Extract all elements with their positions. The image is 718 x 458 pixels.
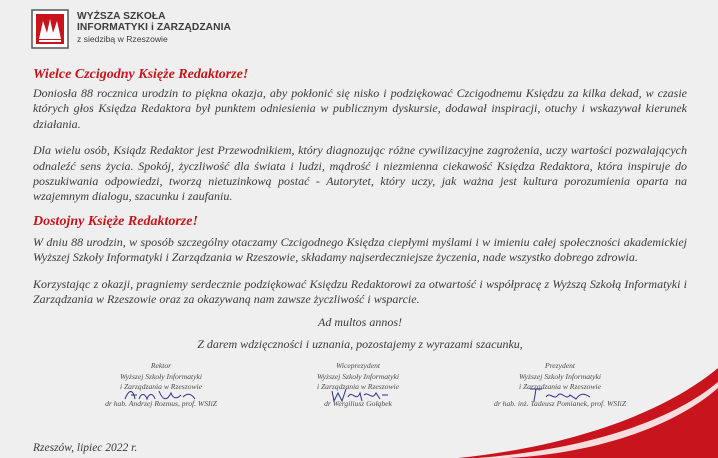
handwritten-signature-icon [318, 385, 398, 405]
paragraph-2: Dla wielu osób, Ksiądz Redaktor jest Przewodnikiem, który diagnozując różne cywilizacyjne zagrożenia, uczy wartości pozwalających odnaleźć sens życia. Spokój, życzliwość dla świata i ludzi, mądrość i niezmienna ciekawość Księdza Redaktora, która inspiruje do poszukiwania odpowiedzi, tworzą nietuzinkową postać - Autorytet, który uczy, jak ważna jest kultura porozumienia oparta na wzajemnym dialogu, szacunku i zaufaniu. [33, 143, 687, 204]
signature-role: Prezydent [544, 361, 576, 370]
university-crest-icon [31, 9, 69, 49]
place-date: Rzeszów, lipiec 2022 r. [33, 442, 138, 454]
signature-name: dr Wergiliusz Gołąbek [324, 398, 392, 408]
signature-role: Wiceprezydent [336, 361, 380, 370]
handwritten-signature-icon [121, 385, 201, 405]
signature-rector [66, 361, 256, 409]
signature-institution: Wyższej Szkoły Informatyki [120, 371, 202, 381]
greeting-heading-1: Wielce Czcigodny Księże Redaktorze! [33, 67, 249, 82]
school-name-line1: WYŻSZA SZKOŁA [77, 11, 166, 22]
school-location: z siedzibą w Rzeszowie [77, 34, 168, 44]
paragraph-3: W dniu 88 urodzin, w sposób szczególny otaczamy Czcigodnego Księdza ciepłymi myślami i w imieniu całej społeczności akademickiej Wyższej Szkoły Informatyki i Zarządzania w Rzeszowie, składamy najserdeczniejsze życzenia, nade wszystko dobrego zdrowia. [33, 234, 687, 265]
greeting-heading-2: Dostojny Księże Redaktorze! [33, 213, 198, 229]
signature-institution: i Zarządzania w Rzeszowie [518, 382, 602, 391]
decorative-swoosh [418, 368, 718, 458]
school-name [77, 11, 231, 45]
signature-role: Rektor [150, 361, 172, 370]
ad-multos-line: Ad multos annos! [318, 315, 402, 330]
signature-institution: i Zarządzania w Rzeszowie [316, 382, 400, 391]
paragraph-1: Doniosła 88 rocznica urodzin to piękna okazja, aby pokłonić się nisko i podziękować Czcigodnemu Księdzu za kilka dekad, w czasie których głos Księdza Redaktora był punktem odniesienia w publicznym dyskursie, dodawał inspiracji, otuchy i wskazywał kierunek działania. [33, 86, 687, 131]
school-logo [31, 9, 231, 49]
paragraph-4: Korzystając z okazji, pragniemy serdecznie podziękować Księdzu Redaktorowi za otwartość i współpracę z Wyższą Szkołą Informatyki i Zarządzania w Rzeszowie oraz za okazywaną nam zawsze życzliwość i wsparcie. [33, 276, 687, 307]
school-name-line2: INFORMATYKI i ZARZĄDZANIA [77, 22, 231, 33]
letter-body [33, 66, 687, 352]
signature-institution: Wyższej Szkoły Informatyki [519, 371, 601, 381]
signature-institution: i Zarządzania w Rzeszowie [119, 382, 203, 391]
closing-line: Z darem wdzięczności i uznania, pozostajemy z wyrazami szacunku, [197, 336, 523, 351]
signature-name: dr hab. Andrzej Rozmus, prof. WSIiZ [105, 398, 217, 408]
signature-institution: Wyższej Szkoły Informatyki [317, 371, 399, 381]
signature-name: dr hab. inż. Tadeusz Pomianek, prof. WSIiZ [494, 398, 626, 408]
